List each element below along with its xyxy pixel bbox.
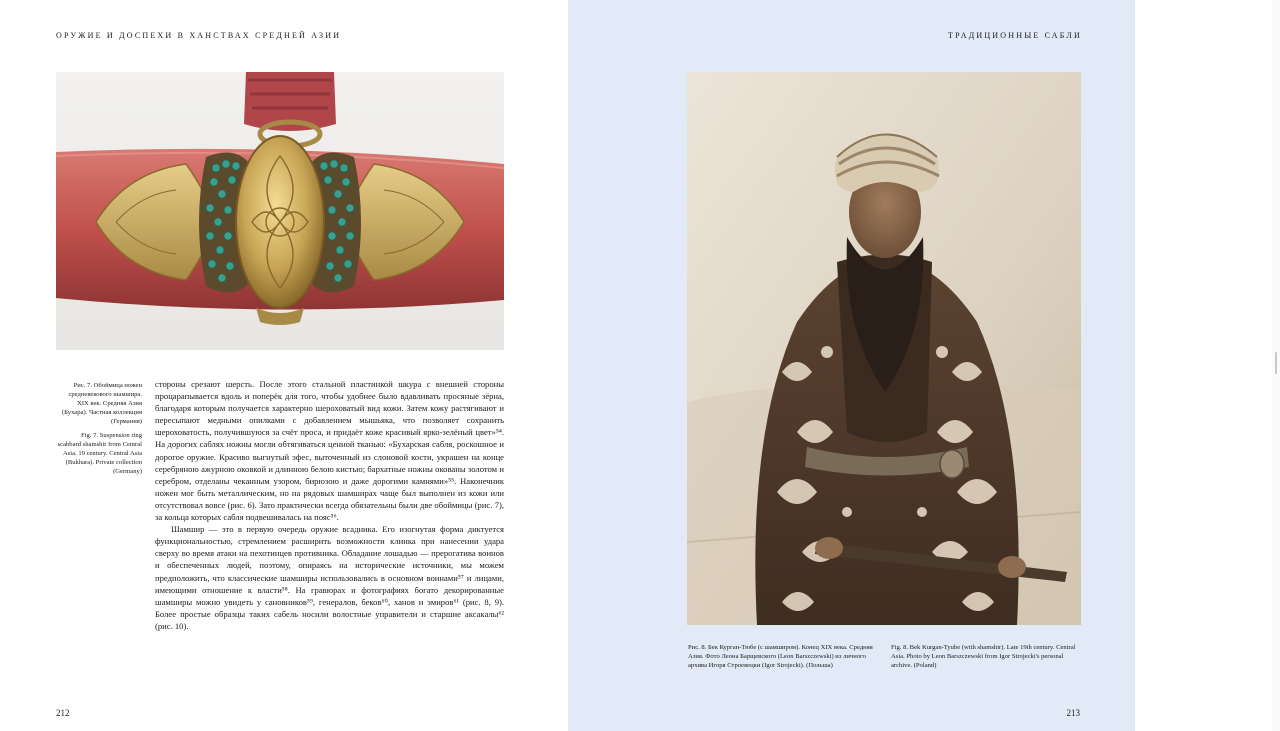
scrollbar-thumb[interactable] [1275, 352, 1277, 374]
figure-7-caption [56, 381, 142, 481]
main-text-column [155, 378, 504, 632]
bek-kurgan-tyube-portrait-image [687, 72, 1081, 625]
scabbard-ring-photo [56, 72, 504, 350]
body-paragraph-2: Шамшир — это в первую очередь оружие всадника. Его изогнутая форма диктуется функциональностью, стремлением расширить возможности клинка при нанесении удара сверху во время атаки на пехотинцев противника. Обладание лошадью — прерогатива воинов и обеспеченных людей, поэтому, опираясь на исторические источники, мы можем предположить, что классические шамширы использовались в основном воинами⁵⁷ и лицами, имеющими отношение к власти⁵⁸. На гравюрах и фотографиях богато декорированные шамширы можно увидеть у сановников⁵⁹, генералов, беков⁶⁰, ханов и эмиров⁶¹ (рис. 8, 9). Более простые образцы таких сабель носили волостные управители и старшие аксакалы⁶² (рис. 10). [155, 524, 504, 631]
page-number-right: 213 [1066, 708, 1080, 718]
figure-7-caption-en: Fig. 7. Suspension ring scabbard shamshir from Central Asia. 19 century. Central Asia (Bukhara). Private collection (Germany) [57, 432, 142, 475]
figure-7-caption-ru: Рис. 7. Обоймица ножен средневекового шамшира. XIX век. Средняя Азия (Бухара). Частная коллекция (Германия) [61, 382, 142, 425]
running-head-left: ОРУЖИЕ И ДОСПЕХИ В ХАНСТВАХ СРЕДНЕЙ АЗИИ [56, 31, 342, 40]
figure-8-caption-ru: Рис. 8. Бек Курган-Тюбе (с шамширом). Конец XIX века. Средняя Азия. Фото Леона Барщевского (Leon Barszczewski) из личного архива Игоря Строевецки (Igor Strojecki). (Польша) [688, 644, 873, 669]
bek-portrait-photo [687, 72, 1081, 625]
viewer-margin [1135, 0, 1280, 731]
figure-8-caption-en: Fig. 8. Bek Kurgan-Tyube (with shamshir). Late 19th century. Central Asia. Photo by Leon Barszczewski from Igor Strojecki's personal archive. (Poland) [891, 644, 1076, 669]
left-page [0, 0, 568, 731]
scabbard-suspension-ring-image [56, 72, 504, 350]
running-head-right: ТРАДИЦИОННЫЕ САБЛИ [948, 31, 1082, 40]
body-paragraph-1: стороны срезают шерсть. После этого стальной пластинкой шкура с внешней стороны процарапывается вдоль и поперёк для того, чтобы удобнее было вдавливать просяные зёрна, благодаря которым получается характерно шероховатый вид кожи. Затем кожу растягивают и пересыпают медными опилками с добавлением мышьяка, что позволяет сохранить шероховатость, получившуюся за счёт проса, и придаёт коже красивый ярко-зелёный цвет»⁵⁴. На дорогих саблях ножны могли обтягиваться ценной тканью: «Бухарская сабля, роскошное и дорогое оружие. Красиво выгнутый эфес, выточенный из слоновой кости, украшен на конце серебряною ажурною оковкой и длинною белою кистью; бархатные ножны окованы золотом и серебром, отделаны чеканным узором, бирюзою и даже дорогими камнями»⁵⁵. Наконечник ножен мог быть металлическим, но на рядовых шамширах чаще был выполнен из кожи или отсутствовал вовсе (рис. 6). Зато практически всегда обязательны были две обоймицы (рис. 7), за кольца которых сабля подвешивалась на пояс⁵⁶. [155, 379, 504, 523]
page-number-left: 212 [56, 708, 70, 718]
right-page [568, 0, 1135, 731]
